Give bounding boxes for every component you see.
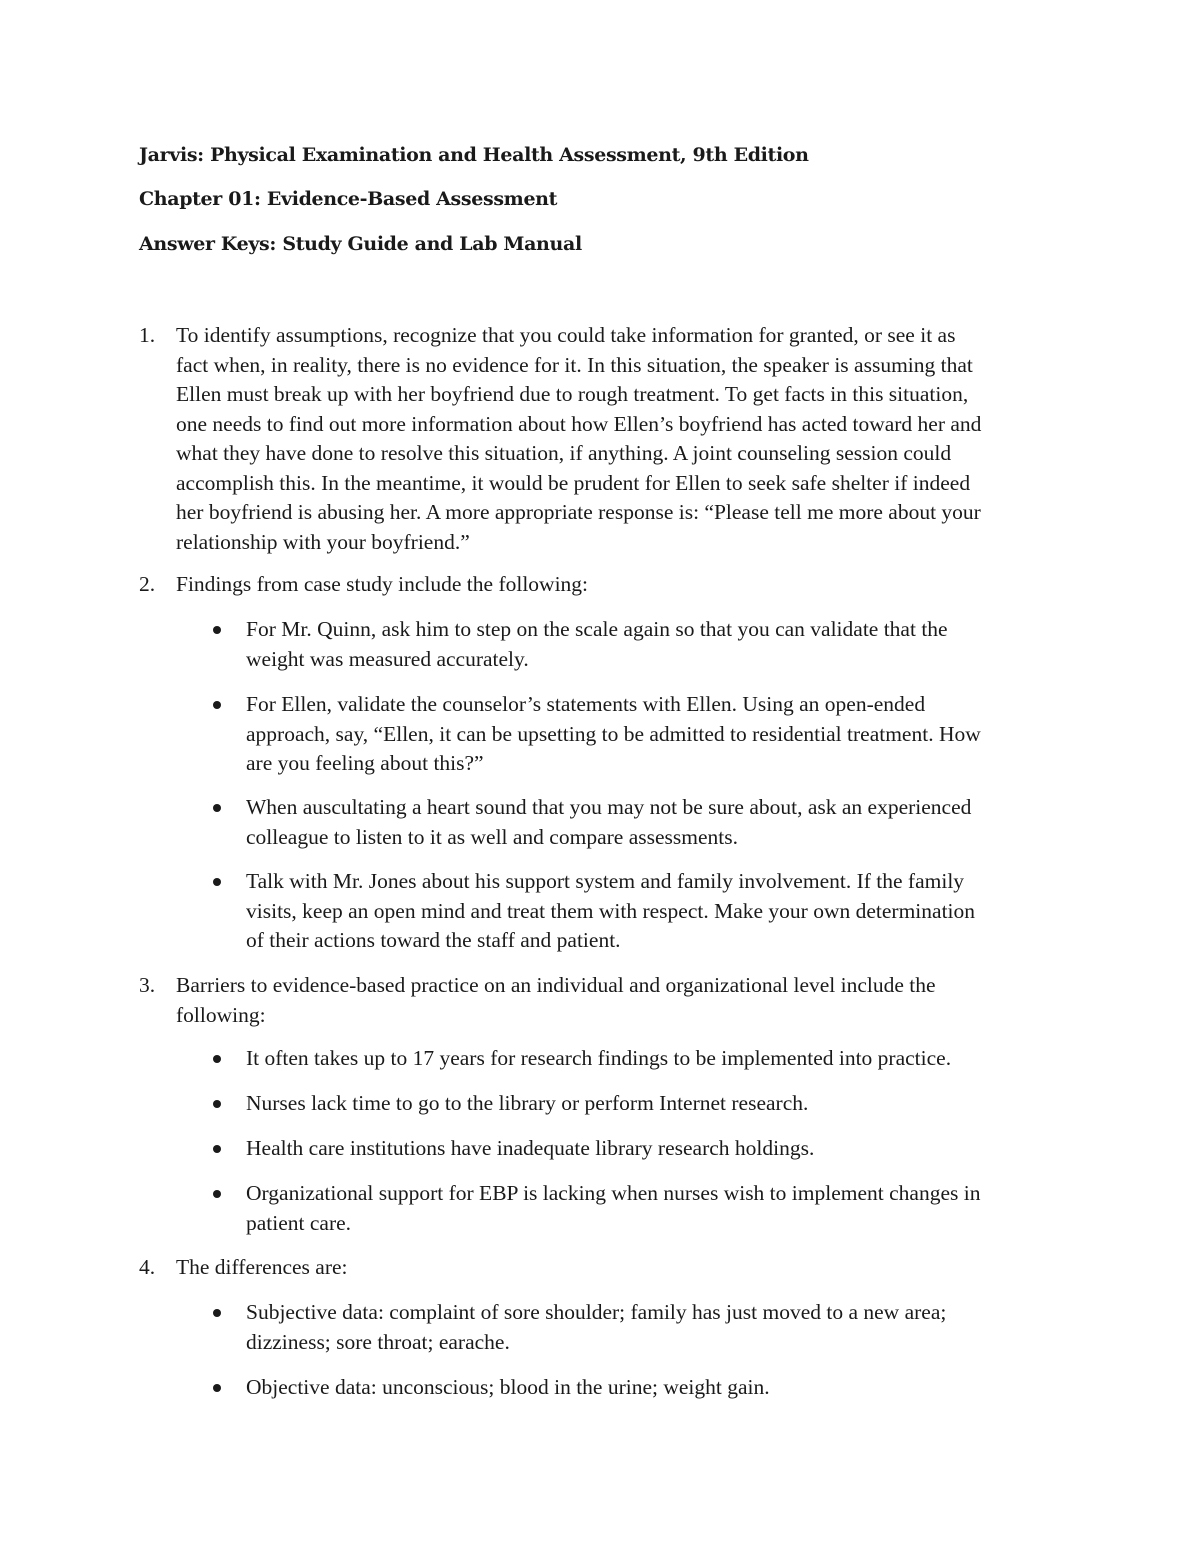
bullet-icon (213, 1309, 221, 1317)
text-line: When auscultating a heart sound that you may not be sure about, ask an experienced (246, 795, 972, 819)
text-line: relationship with your boyfriend.” (176, 529, 470, 554)
text-line: For Ellen, validate the counselor’s statements with Ellen. Using an open-ended (246, 692, 926, 716)
bullet-icon (213, 1384, 221, 1392)
document-subtitle: Answer Keys: Study Guide and Lab Manual (139, 233, 582, 255)
item-text (176, 570, 1079, 600)
text-line: It often takes up to 17 years for research findings to be implemented into practice. (246, 1046, 952, 1070)
item-number: 3. (139, 973, 156, 997)
item-text (176, 1253, 1079, 1283)
document-title: Jarvis: Physical Examination and Health Assessment, 9th Edition (139, 144, 809, 166)
bullet-icon (213, 1145, 221, 1153)
item-number: 4. (139, 1255, 156, 1279)
bullet-icon (213, 626, 221, 634)
item-number: 1. (139, 323, 156, 347)
list-item (209, 1179, 1069, 1238)
list-item (209, 1089, 1069, 1119)
text-line: Organizational support for EBP is lacking when nurses wish to implement changes in (246, 1181, 981, 1205)
text-line: Nurses lack time to go to the library or perform Internet research. (246, 1091, 809, 1115)
text-line: dizziness; sore throat; earache. (246, 1329, 510, 1354)
text-line: Health care institutions have inadequate library research holdings. (246, 1136, 815, 1160)
chapter-title: Chapter 01: Evidence-Based Assessment (139, 188, 558, 210)
bullet-icon (213, 1055, 221, 1063)
text-line: one needs to find out more information about how Ellen’s boyfriend has acted toward her and (176, 411, 982, 436)
text-line: patient care. (246, 1210, 352, 1235)
text-line: are you feeling about this?” (246, 751, 484, 775)
answer-item-4 (139, 1253, 1079, 1283)
text-line: Objective data: unconscious; blood in the urine; weight gain. (246, 1375, 770, 1399)
text-line: weight was measured accurately. (246, 646, 529, 671)
item-number: 2. (139, 572, 156, 596)
text-line: For Mr. Quinn, ask him to step on the scale again so that you can validate that the (246, 617, 948, 641)
text-line: visits, keep an open mind and treat them with respect. Make your own determination (246, 898, 976, 923)
text-line: Barriers to evidence-based practice on an individual and organizational level include the (176, 973, 936, 997)
list-item (209, 615, 1069, 674)
answer-item-1 (139, 321, 1079, 557)
bullet-icon (213, 701, 221, 709)
list-item (209, 867, 1069, 956)
text-line: following: (176, 1002, 266, 1027)
item-text (176, 321, 1079, 557)
list-item (209, 690, 1069, 779)
text-line: of their actions toward the staff and patient. (246, 928, 621, 952)
text-line: what they have done to resolve this situation, if anything. A joint counseling session could (176, 441, 952, 465)
bullet-icon (213, 1190, 221, 1198)
text-line: Subjective data: complaint of sore shoulder; family has just moved to a new area; (246, 1300, 947, 1324)
answer-item-3 (139, 971, 1079, 1030)
text-line: Ellen must break up with her boyfriend due to rough treatment. To get facts in this situation, (176, 382, 969, 406)
bullet-icon (213, 804, 221, 812)
answer-item-2 (139, 570, 1079, 600)
text-line: The differences are: (176, 1255, 348, 1279)
list-item (209, 1134, 1069, 1164)
list-item (209, 1373, 1069, 1403)
text-line: To identify assumptions, recognize that you could take information for granted, or see it as (176, 323, 956, 347)
text-line: accomplish this. In the meantime, it would be prudent for Ellen to seek safe shelter if indeed (176, 470, 971, 495)
list-item (209, 1044, 1069, 1074)
text-line: Talk with Mr. Jones about his support system and family involvement. If the family (246, 869, 965, 893)
list-item (209, 793, 1069, 852)
list-item (209, 1298, 1069, 1357)
text-line: fact when, in reality, there is no evidence for it. In this situation, the speaker is assuming that (176, 352, 973, 377)
item-text (176, 971, 1079, 1030)
text-line: her boyfriend is abusing her. A more appropriate response is: “Please tell me more about your (176, 500, 981, 524)
text-line: approach, say, “Ellen, it can be upsetting to be admitted to residential treatment. How (246, 721, 981, 746)
bullet-icon (213, 1100, 221, 1108)
text-line: Findings from case study include the following: (176, 572, 589, 596)
bullet-icon (213, 878, 221, 886)
text-line: colleague to listen to it as well and compare assessments. (246, 824, 738, 849)
